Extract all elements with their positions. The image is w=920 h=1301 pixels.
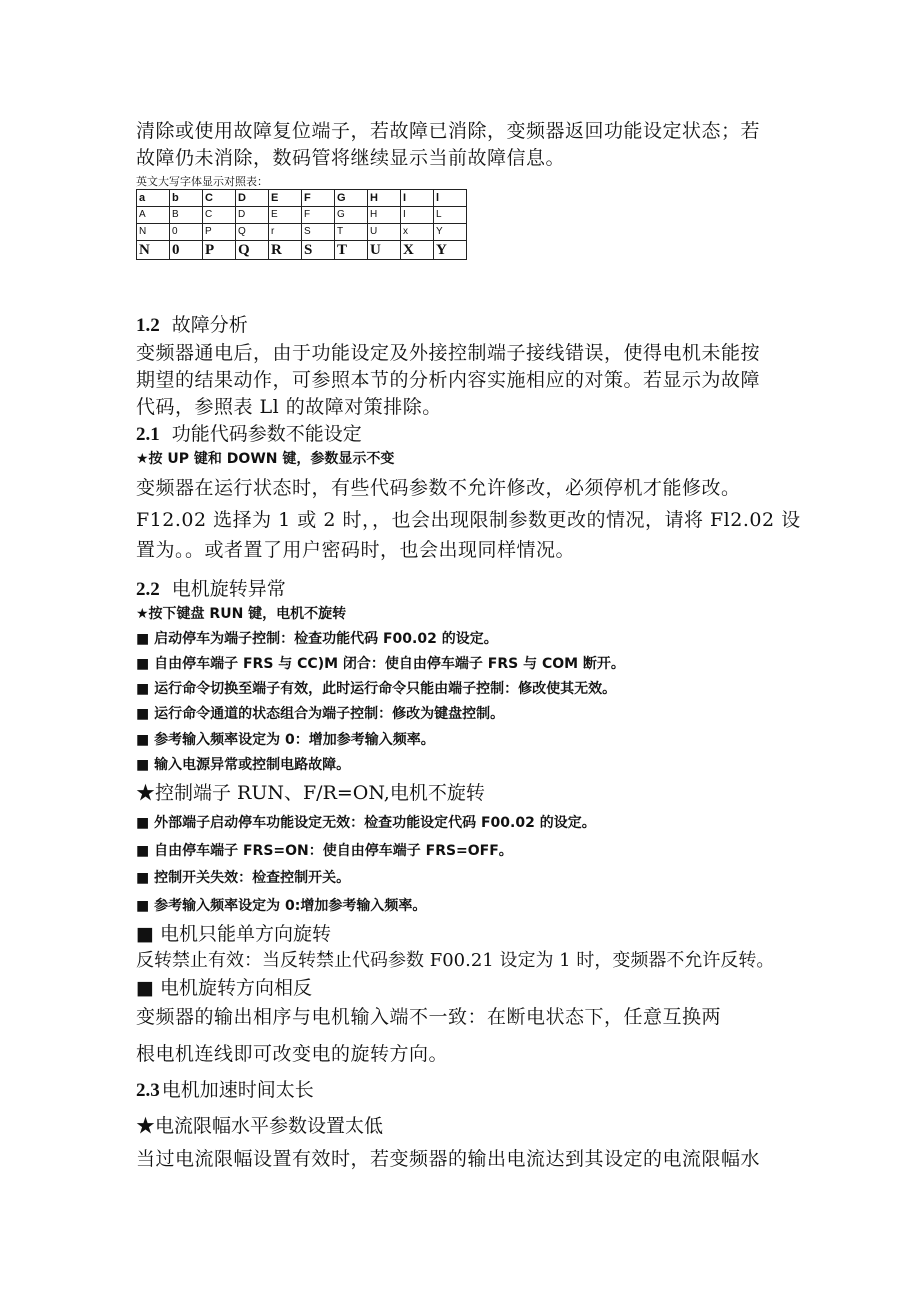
table-cell: P	[203, 241, 236, 260]
table-cell: Q	[236, 241, 269, 260]
subheading: ■ 电机只能单方向旋转	[136, 923, 331, 945]
table-row	[137, 224, 467, 241]
paragraph-line: 变频器的输出相序与电机输入端不一致：在断电状态下，任意互换两	[136, 1006, 722, 1028]
table-cell: r	[269, 224, 302, 241]
table-cell: P	[203, 224, 236, 241]
char-table-caption: 英文大写字体显示对照表：	[136, 175, 268, 188]
heading-2-1	[136, 419, 362, 446]
table-cell: 0	[170, 241, 203, 260]
table-cell: N	[137, 241, 170, 260]
table-cell: E	[269, 190, 302, 207]
paragraph-line: 代码，参照表 Ll 的故障对策排除。	[136, 396, 442, 418]
table-cell: Q	[236, 224, 269, 241]
heading-1-2	[136, 310, 248, 337]
table-cell: Y	[434, 224, 467, 241]
paragraph-line: 置为。。或者置了用户密码时，也会出现同样情况。	[136, 539, 576, 561]
subheading: ■ 电机旋转方向相反	[136, 977, 312, 999]
section-title: 故障分析	[171, 314, 248, 336]
bullet-item: ■ 自由停车端子 FRS 与 CC)M 闭合：使自由停车端子 FRS 与 COM 断开。	[136, 656, 625, 672]
table-cell: S	[302, 241, 335, 260]
section-title: 电机旋转异常	[171, 578, 286, 600]
table-cell: b	[170, 190, 203, 207]
table-cell: B	[170, 207, 203, 224]
paragraph-line: 变频器通电后，由于功能设定及外接控制端子接线错误，使得电机未能按	[136, 342, 761, 364]
bullet-item: ■ 控制开关失效：检查控制开关。	[136, 870, 351, 886]
table-cell: F	[302, 207, 335, 224]
table-cell: a	[137, 190, 170, 207]
section-number: 2.1	[136, 424, 160, 445]
table-cell: 0	[170, 224, 203, 241]
section-number: 2.3	[136, 1080, 160, 1101]
table-cell: A	[137, 207, 170, 224]
paragraph-line: 当过电流限幅设置有效时，若变频器的输出电流达到其设定的电流限幅水	[136, 1148, 761, 1170]
table-cell: H	[368, 207, 401, 224]
paragraph-line: 变频器在运行状态时，有些代码参数不允许修改，必须停机才能修改。	[136, 477, 741, 499]
paragraph-line: F12.02 选择为 1 或 2 时，，也会出现限制参数更改的情况，请将 Fl2.02 设	[136, 509, 801, 531]
bullet-item: ■ 输入电源异常或控制电路故障。	[136, 757, 351, 773]
table-cell: D	[236, 207, 269, 224]
paragraph-line: 反转禁止有效：当反转禁止代码参数 F00.21 设定为 1 时，变频器不允许反转。	[136, 950, 775, 971]
section-number: 1.2	[136, 315, 160, 336]
table-cell: T	[335, 241, 368, 260]
star-item: ★电流限幅水平参数设置太低	[136, 1115, 384, 1137]
bullet-item: ■ 外部端子启动停车功能设定无效：检查功能设定代码 F00.02 的设定。	[136, 815, 596, 831]
table-cell: Y	[434, 241, 467, 260]
table-cell: G	[335, 207, 368, 224]
table-cell: I	[401, 207, 434, 224]
char-display-table	[136, 189, 467, 260]
section-number: 2.2	[136, 579, 160, 600]
paragraph-line: 期望的结果动作，可参照本节的分析内容实施相应的对策。若显示为故障	[136, 369, 761, 391]
bullet-item: ■ 自由停车端子 FRS=ON：使自由停车端子 FRS=OFF。	[136, 843, 513, 859]
table-cell: L	[434, 207, 467, 224]
star-item: ★按下键盘 RUN 键，电机不旋转	[136, 606, 347, 622]
heading-2-3	[136, 1075, 314, 1102]
paragraph-line: 根电机连线即可改变电的旋转方向。	[136, 1043, 449, 1065]
table-cell: T	[335, 224, 368, 241]
table-cell: S	[302, 224, 335, 241]
table-cell: X	[401, 241, 434, 260]
table-cell: R	[269, 241, 302, 260]
table-row	[137, 190, 467, 207]
table-cell: F	[302, 190, 335, 207]
bullet-item: ■ 参考输入频率设定为 0：增加参考输入频率。	[136, 732, 435, 748]
table-cell: C	[203, 207, 236, 224]
table-cell: x	[401, 224, 434, 241]
bullet-item: ■ 参考输入频率设定为 0:增加参考输入频率。	[136, 898, 427, 914]
table-cell: C	[203, 190, 236, 207]
table-cell: E	[269, 207, 302, 224]
bullet-item: ■ 运行命令切换至端子有效，此时运行命令只能由端子控制：修改使其无效。	[136, 681, 617, 697]
star-item: ★控制端子 RUN、F/R=ON,电机不旋转	[136, 782, 485, 804]
heading-2-2	[136, 574, 286, 601]
intro-line-2: 故障仍未消除，数码管将继续显示当前故障信息。	[136, 147, 566, 169]
table-cell: H	[368, 190, 401, 207]
bullet-item: ■ 启动停车为端子控制：检查功能代码 F00.02 的设定。	[136, 631, 498, 647]
table-cell: U	[368, 241, 401, 260]
bullet-item: ■ 运行命令通道的状态组合为端子控制：修改为键盘控制。	[136, 706, 505, 722]
table-cell: N	[137, 224, 170, 241]
table-cell: I	[401, 190, 434, 207]
table-cell: G	[335, 190, 368, 207]
table-row	[137, 241, 467, 260]
star-item: ★按 UP 键和 DOWN 键，参数显示不变	[136, 451, 395, 467]
table-cell: D	[236, 190, 269, 207]
section-title: 电机加速时间太长	[161, 1079, 314, 1101]
table-cell: U	[368, 224, 401, 241]
table-cell: l	[434, 190, 467, 207]
section-title: 功能代码参数不能设定	[171, 423, 362, 445]
intro-line-1: 清除或使用故障复位端子，若故障已消除，变频器返回功能设定状态；若	[136, 120, 761, 142]
table-row	[137, 207, 467, 224]
